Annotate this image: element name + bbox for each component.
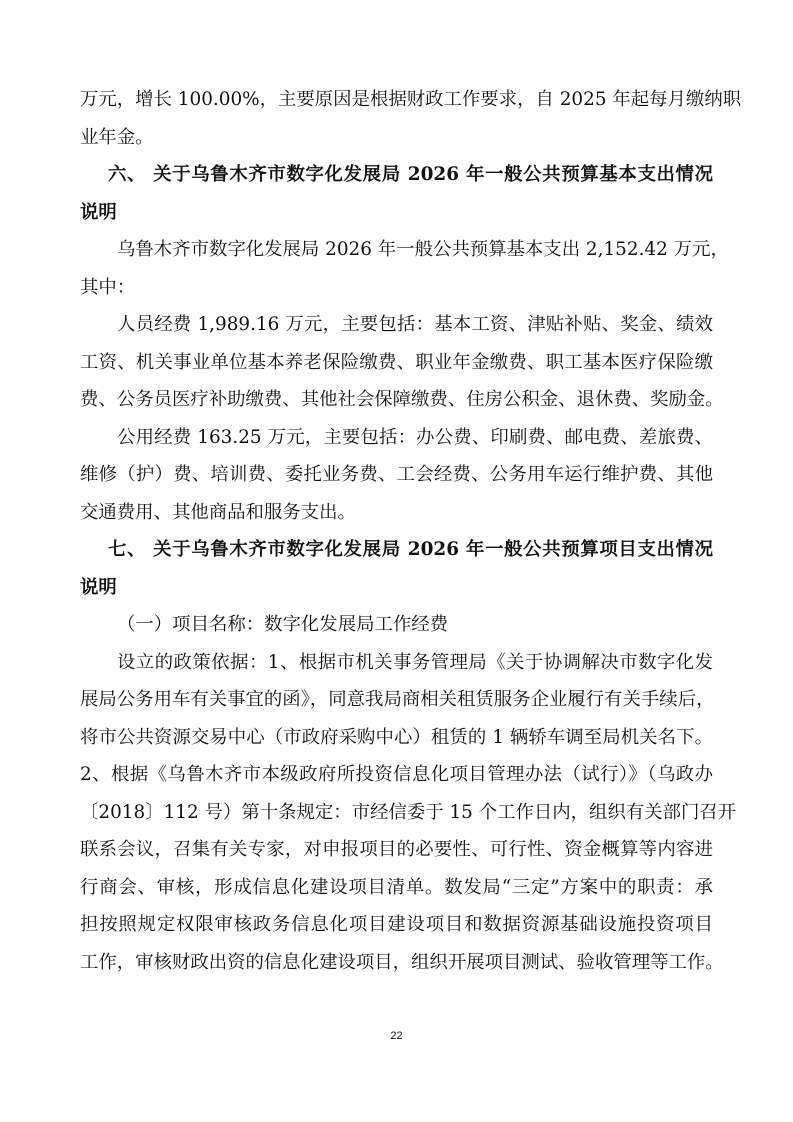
- text-line: 展局公务用车有关事宜的函》，同意我局商相关租赁服务企业履行有关手续后，: [80, 689, 715, 710]
- text-line: 公用经费 163.25 万元，主要包括：办公费、印刷费、邮电费、差旅费、: [117, 426, 713, 448]
- text-line: 业年金。: [80, 126, 154, 148]
- text-line: 工资、机关事业单位基本养老保险缴费、职业年金缴费、职工基本医疗保险缴: [80, 351, 713, 373]
- text-line: 2、根据《乌鲁木齐市本级政府所投资信息化项目管理办法（试行）》（乌政办: [80, 764, 713, 785]
- text-line: 乌鲁木齐市数字化发展局 2026 年一般公共预算基本支出 2,152.42 万元，: [117, 239, 729, 260]
- section-heading-line: 说明: [80, 576, 117, 598]
- text-line: 人员经费 1,989.16 万元，主要包括：基本工资、津贴补贴、奖金、绩效: [117, 314, 713, 335]
- section-heading-line: 六、 关于乌鲁木齐市数字化发展局 2026 年一般公共预算基本支出情况: [108, 164, 713, 185]
- text-line: 维修（护）费、培训费、委托业务费、工会经费、公务用车运行维护费、其他: [80, 464, 713, 485]
- section-heading-line: 七、 关于乌鲁木齐市数字化发展局 2026 年一般公共预算项目支出情况: [108, 539, 713, 560]
- text-line: 费、公务员医疗补助缴费、其他社会保障缴费、住房公积金、退休费、奖励金。: [80, 389, 724, 410]
- page-number: 22: [390, 1030, 403, 1042]
- text-line: 担按照规定权限审核政务信息化项目建设项目和数据资源基础设施投资项目: [80, 914, 713, 935]
- text-line: 〔2018〕112 号）第十条规定：市经信委于 15 个工作日内，组织有关部门召开: [80, 801, 737, 823]
- text-line: 工作，审核财政出资的信息化建设项目，组织开展项目测试、验收管理等工作。: [80, 951, 724, 973]
- text-line: 行商会、审核，形成信息化建设项目清单。数发局“三定”方案中的职责：承: [80, 876, 713, 898]
- text-line: 将市公共资源交易中心（市政府采购中心）租赁的 1 辆轿车调至局机关名下。: [80, 726, 713, 748]
- text-line: 联系会议，召集有关专家，对申报项目的必要性、可行性、资金概算等内容进: [80, 839, 713, 860]
- text-line: 万元，增长 100.00%，主要原因是根据财政工作要求，自 2025 年起每月缴纳职: [80, 89, 742, 110]
- section-heading-line: 说明: [80, 201, 117, 223]
- text-line: 设立的政策依据：1、根据市机关事务管理局《关于协调解决市数字化发: [117, 651, 713, 673]
- text-line: 交通费用、其他商品和服务支出。: [80, 501, 356, 523]
- text-line: （一）项目名称：数字化发展局工作经费: [117, 614, 449, 635]
- text-line: 其中：: [80, 276, 136, 298]
- document-body: [80, 81, 742, 981]
